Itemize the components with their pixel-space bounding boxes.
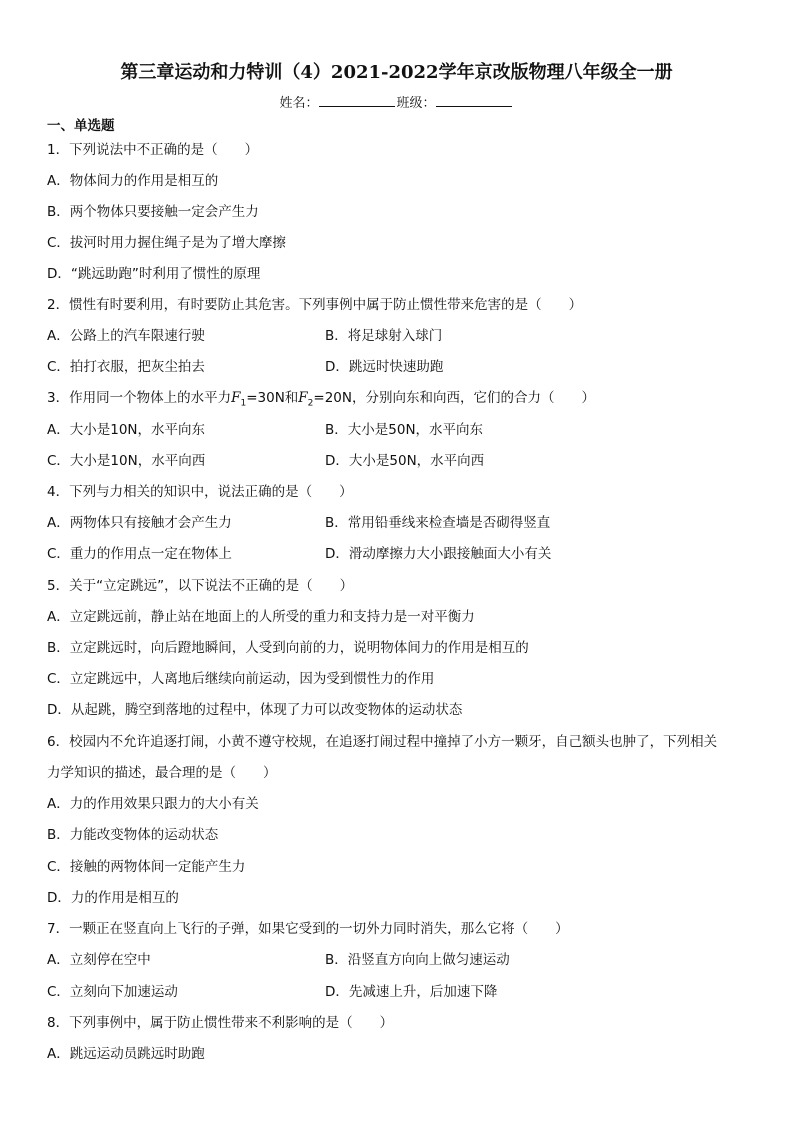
question-8-option-a: A．跳远运动员跳远时助跑: [47, 1046, 205, 1062]
question-1-option-b: B．两个物体只要接触一定会产生力: [47, 204, 259, 220]
question-3-option-a: A．大小是10N，水平向东: [47, 422, 206, 438]
question-1-stem: 1．下列说法中不正确的是（ ）: [47, 142, 259, 158]
question-3-option-d: D．大小是50N，水平向西: [325, 453, 485, 469]
question-4-stem: 4．下列与力相关的知识中，说法正确的是（ ）: [47, 484, 353, 500]
question-7-option-d: D．先减速上升，后加速下降: [325, 984, 498, 1000]
student-info-line: [0, 92, 793, 111]
question-2-option-a: A．公路上的汽车限速行驶: [47, 328, 205, 344]
question-2-option-d: D．跳远时快速助跑: [325, 359, 444, 375]
question-7-option-c: C．立刻向下加速运动: [47, 984, 178, 1000]
question-1-option-c: C．拔河时用力握住绳子是为了增大摩擦: [47, 235, 286, 251]
question-2-option-c: C．拍打衣服，把灰尘拍去: [47, 359, 205, 375]
question-6-option-b: B．力能改变物体的运动状态: [47, 827, 219, 843]
class-blank[interactable]: [436, 94, 512, 107]
question-4-option-b: B．常用铅垂线来检查墙是否砌得竖直: [325, 515, 551, 531]
force-f2-subscript: 2: [307, 398, 314, 409]
question-5-option-b: B．立定跳远时，向后蹬地瞬间，人受到向前的力，说明物体间力的作用是相互的: [47, 640, 529, 656]
question-3-stem-prefix: 3．作用同一个物体上的水平力: [47, 390, 232, 406]
question-3-stem-suffix: =20N，分别向东和向西，它们的合力（ ）: [313, 390, 595, 406]
force-f1-value: =30N和: [246, 390, 299, 406]
question-5-option-a: A．立定跳远前，静止站在地面上的人所受的重力和支持力是一对平衡力: [47, 609, 475, 625]
question-7-stem: 7．一颗正在竖直向上飞行的子弹，如果它受到的一切外力同时消失，那么它将（ ）: [47, 921, 569, 937]
question-4-option-c: C．重力的作用点一定在物体上: [47, 546, 232, 562]
question-1-option-a: A．物体间力的作用是相互的: [47, 173, 219, 189]
question-5-option-c: C．立定跳远中，人离地后继续向前运动，因为受到惯性力的作用: [47, 671, 435, 687]
question-8-stem: 8．下列事例中，属于防止惯性带来不利影响的是（ ）: [47, 1015, 394, 1031]
question-3-option-c: C．大小是10N，水平向西: [47, 453, 206, 469]
question-4-option-d: D．滑动摩擦力大小跟接触面大小有关: [325, 546, 552, 562]
force-f1-subscript: 1: [240, 398, 247, 409]
question-5-option-d: D．从起跳，腾空到落地的过程中，体现了力可以改变物体的运动状态: [47, 702, 463, 718]
question-2-option-b: B．将足球射入球门: [325, 328, 443, 344]
question-6-option-a: A．力的作用效果只跟力的大小有关: [47, 796, 259, 812]
question-6-stem-line1: 6．校园内不允许追逐打闹，小黄不遵守校规，在追逐打闹过程中撞掉了小方一颗牙，自己额头也肿了，下列相关: [47, 734, 718, 750]
force-f1-symbol: F: [231, 390, 241, 406]
question-5-stem: 5．关于“立定跳远”，以下说法不正确的是（ ）: [47, 578, 354, 594]
question-6-option-c: C．接触的两物体间一定能产生力: [47, 859, 246, 875]
question-1-option-d: D．“跳远助跑”时利用了惯性的原理: [47, 266, 261, 282]
question-3-stem: [47, 386, 595, 409]
question-7-option-a: A．立刻停在空中: [47, 952, 151, 968]
force-f2-symbol: F: [298, 390, 308, 406]
class-label: 班级：: [396, 96, 436, 111]
question-2-stem: 2．惯性有时要利用，有时要防止其危害。下列事例中属于防止惯性带来危害的是（ ）: [47, 297, 583, 313]
name-label: 姓名：: [279, 96, 319, 111]
name-blank[interactable]: [319, 94, 395, 107]
question-6-option-d: D．力的作用是相互的: [47, 890, 179, 906]
question-4-option-a: A．两物体只有接触才会产生力: [47, 515, 232, 531]
page-title: 第三章运动和力特训（4）2021-2022学年京改版物理八年级全一册: [120, 62, 673, 83]
question-7-option-b: B．沿竖直方向向上做匀速运动: [325, 952, 510, 968]
section-title: 一、单选题: [47, 118, 115, 134]
question-3-option-b: B．大小是50N，水平向东: [325, 422, 484, 438]
question-6-stem-line2: 力学知识的描述，最合理的是（ ）: [47, 765, 277, 781]
